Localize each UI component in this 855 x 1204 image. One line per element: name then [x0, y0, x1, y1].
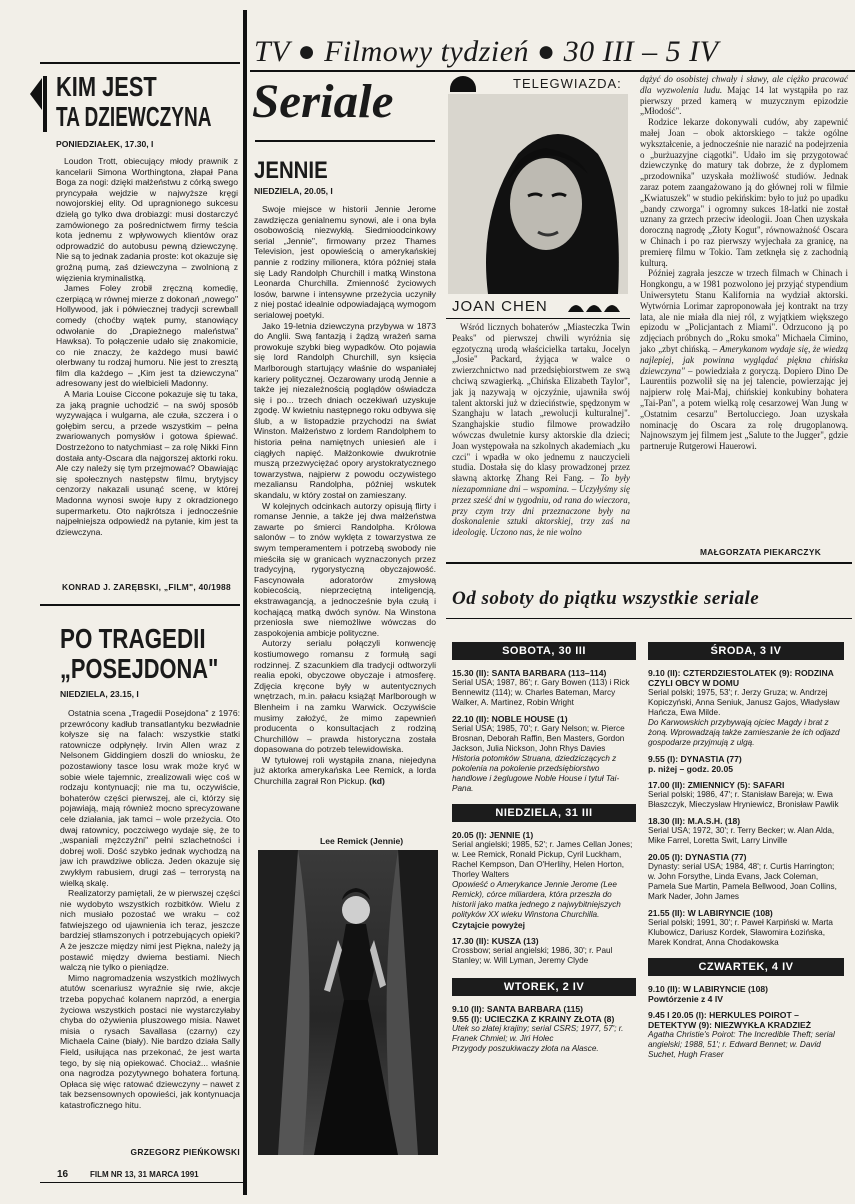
po-p3: Mimo nagromadzenia wszystkich możliwych atutów scenariusz wyraźnie się rwie, akcje trzeba popychać kolanem naprzód, a energia życiowa wszystkich postaci nie wystarczyłaby chyba do ożywienia pluszowego misia. Nawet misia o rysach Savallasa (czarny) czy Michaela Caine (biały). Nie bardzo działa Sally Field, usiłująca nas przekonać, że jest warta tego, by się nią opiekować. Chociaż... właśnie ona nagrodza pozytywnego bohatera fortuną. Opłaca się więc ratować dziewczyny – nawet z tak bezsensownych opowieści, jak kontynuacja katastroficznego hitu. [60, 972, 240, 1110]
po-title-line1: PO TRAGEDII [60, 623, 206, 654]
kim-p2: James Foley zrobił zręczną komedię, czerpiącą w równej mierze z dokonań „nowego" Hollywood, jak i półwiecznej tradycji screwball comedy (choćby wątek pumy, stanowiący odwołanie do „Drapieżnego maleństwa" Hawksa). To połączenie udało się znakomicie, co nie znaczy, że każdego musi bawić olerbwany tu rodzaj humoru. Nie jest to zresztą film dla każdego – „Kim jest ta dziewczyna" adresowany jest do wielbicieli Madonny. [56, 283, 238, 389]
tele-p3: Rodzice lekarze dokonywali cudów, aby zapewnić małej Joan – obok aktorskiego – także ogólne wykształcenie, a jednocześnie nie narazić na podejrzenia o „burżuazyjne ciągotki". Udało im się przygotować dziewczynkę do matury tak dobrze, że z dyplomem „przodownika" uzyskała możliwość studiów. Jednak zaraz potem zaangażowano ją do głównej roli w filmie „Kwiatuszek" w studio pekińskim: było to już po upadku „bandy czworga" i ogromny sukces 18-latki nie został uznany za grzech przeciw ideologii. Joan Chen uzyskała doroczną nagrodę „Złoty Kogut", równoważność Oscara w Chinach i po raz pierwszy wyjechała za granicę, na premierę filmu w Tokio. Tam zetknęła się z zachodnią kulturą. [640, 117, 848, 268]
entry-details: Serial USA; 1985, 70'; r. Gary Nelson; w. Pierce Brosnan, Deborah Raffin, Ben Masters, Gordon Jackson, Julia Nickson, John Rhys Davies [452, 724, 625, 753]
po-title-line2: „POSEJDONA" [60, 653, 219, 684]
tele-p4b: – powiedziała z goryczą. Dopiero Dino De Laurentiis pozwolił się na jej talencie, powierzając jej najpierw rolę Mai-Maj, chińskiej konkubiny bohatera „Tai-Pan", a potem wielką rolę cesarzowej Wan Jung w „Ostatnim cesarzu" Bertolucciego. Joan uzyskała nominację do Oscara za rolę drugoplanową. Najnowszym jej filmem jest „Salute to the Jugger", gdzie partneruje Rutgerowi Hauerowi. [640, 365, 848, 452]
entry-extra: Czytajcie powyżej [452, 920, 526, 930]
schedule-entry [648, 668, 844, 748]
entry-details: Agatha Christie's Poirot: The Incredible Theft; serial angielski; 1988, 51'; r. Edward Bennet; w. David Suchet, Hugh Fraser [648, 1030, 835, 1059]
po-time: NIEDZIELA, 23.15, I [60, 689, 139, 699]
telegwiazda-label: TELEGWIAZDA: [513, 76, 622, 91]
tele-p4a: Później zagrała jeszcze w trzech filmach w Chinach i Hongkongu, a w 1981 pozwolono jej przyjąć stypendium Uniwersytetu Stanu Kalifornia na wydział aktorski. Wytwórnia Lorimar zaproponowała jej kontrakt na trzy lata, ale nie miała dla niej ról, z wyjątkiem większego epizodu w „Policjantach z Miami". Odrzucono ją po zdjęciach próbnych do „Roku smoka" Michaela Cimino, jako „zbyt chińską. [640, 268, 848, 354]
telegwiazda-body-left [452, 322, 630, 538]
kim-title-line2: TA DZIEWCZYNA [56, 101, 212, 132]
tele-p2-text: Mając 14 lat wystąpiła po raz pierwszy przed kamerą w muzycznym epizodzie „Młodość". [640, 84, 849, 117]
entry-details: Serial USA; 1972, 30'; r. Terry Becker; w. Alan Alda, Mike Farrel, Loretta Swit, Larry Linville [648, 826, 835, 845]
po-p1: Ostatnia scena „Tragedii Posejdona" z 1976: przewrócony kadłub transatlantyku bezwładnie kołysze się na falach: wszystkie statki ratownicze odpłynęły. Irvin Allen wraz z Nelsonem Giddingiem doszli do wniosku, że pozostawiony tasce losu wrak może kryć w sobie wiele tajemnic, zrealizowali więc coś w rodzaju kontynuacji; nie ma tu, oczywiście, bohaterów części pierwszej, ale ci, którzy się pojawiają, mają również mocno sprecyzowane cele działania, jak tamci – wole przeżycia. Oto dwaj ratownicy, poczciwego wydaje się, że to „wspaniali mężczyźni" pełni szlachetności i dobrej woli. Dość szybko jednak wychodzą na jaw ich prawdziwe oblicza. Jeden okazuje się zwykłym rabusiem, drugi zaś – terrorystą na wielką skalę. [60, 708, 240, 888]
entry-title: 21.55 (II): W LABIRYNCIE (108) [648, 908, 773, 918]
entry-title: 9.10 (II): W LABIRYNCIE (108) [648, 984, 769, 994]
kim-author: KONRAD J. ZARĘBSKI, „FILM", 40/1988 [62, 582, 231, 592]
entry-details: p. niżej – godz. 20.05 [648, 764, 734, 774]
joan-chen-name: JOAN CHEN [452, 298, 548, 315]
header-rule [250, 70, 855, 72]
entry-title: 17.00 (II): ZMIENNICY (5): SAFARI [648, 780, 785, 790]
po-p2: Realizatorzy pamiętali, że w pierwszej części nie wydobyto wszystkich rozbitków. Wielu z nich musiało pozostać we wraku – coż fatwiejszego od ujawnienia ich teraz, jeszcze bardziej stłamszonych i potrzebujących opieki? A że jeszcze między nimi jest Piękna, należy ją postawić między dwiema bestiami. Niech walczą nie tylko o pieniądze. [60, 888, 240, 973]
kim-top-rule [40, 62, 240, 64]
entry-note: Opowieść o Amerykance Jennie Jerome (Lee Remick), córce miliardera, która przeszła do historii jako matka jednego z najwybitniejszych polityków XX wieku Winstona Churchilla. [452, 880, 621, 919]
tele-p4-quote: – Amerykanom wydaje się, że wiedzą najlepiej, jak powinna wyglądać piękna chińska dziewczyna" [640, 343, 848, 376]
schedule-entry [648, 754, 844, 774]
telegwiazda-author: MAŁGORZATA PIEKARCZYK [700, 547, 822, 557]
po-author: GRZEGORZ PIEŃKOWSKI [130, 1147, 240, 1157]
footer-rule [40, 1182, 244, 1183]
schedule-entry [452, 1014, 636, 1054]
day-header-sroda: ŚRODA, 3 IV [648, 642, 844, 660]
day-header-sobota: SOBOTA, 30 III [452, 642, 636, 660]
jennie-p5 [254, 755, 436, 787]
day-header-niedziela: NIEDZIELA, 31 III [452, 804, 636, 822]
seriale-underline [255, 140, 435, 142]
schedule-entry [648, 984, 844, 1004]
entry-details: Serial polski; 1991, 30'; r. Paweł Karpiński w. Marta Klubowicz, Dariusz Kordek, Sławomira Łozińska, Marek Kondrat, Anna Chodakowska [648, 918, 833, 947]
telegwiazda-body-right [640, 74, 848, 452]
column-divider-left [243, 10, 247, 1195]
issue-info: FILM NR 13, 31 MARCA 1991 [90, 1170, 199, 1179]
entry-note: Przygody poszukiwaczy złota na Alasce. [452, 1044, 599, 1053]
kim-body [56, 156, 238, 537]
schedule-entry [452, 1004, 636, 1014]
jennie-p5-text: W tytułowej roli wystąpiła znana, niejedyna już aktorka amerykańska Lee Remick, a lorda Churchilla zagrał Ron Pickup. [254, 754, 436, 787]
entry-title: 22.10 (II): NOBLE HOUSE (1) [452, 714, 568, 724]
schedule-entry [648, 816, 844, 846]
schedule-entry [648, 780, 844, 810]
day-header-czwartek: CZWARTEK, 4 IV [648, 958, 844, 976]
jennie-p3: W kolejnych odcinkach autorzy opisują flirty i romanse Jennie, a także jej dwa małżeństwa zawarte po śmierci Randolpha. Królowa salonów – to znów wyklęta z towarzystwa ze swym temperamentem i potrzebą swobody nie mieściła się w granicach wyznaczonych przez tradycyjną, rygorystyczną obyczajowość. Fascynowała adoratorów zmysłową kobiecością, nieprzeciętną inteligencją, ekstrawagancją, a jednocześnie była czułą i kochającą matką dwóch synów. Na Winstona przeniosła swe niemożliwe wówczas do zaspokojenia ambicje polityczne. [254, 500, 436, 638]
entry-details: Dynasty: serial USA; 1984, 48'; r. Curtis Harrington; w. John Forsythe, Linda Evans, Jack Coleman, Pamela Sue Martin, Pamela Bellwood, Joan Collins, Mark Nader, John James [648, 862, 837, 901]
page-number: 16 [57, 1169, 69, 1180]
entry-details: Serial angielski; 1985, 52'; r. James Cellan Jones; w. Lee Remick, Ronald Pickup, Cyril Luckham, Rachel Kempson, Dan O'Herlihy, Helen Horton, Thorley Walters [452, 840, 633, 879]
jennie-title: JENNIE [254, 157, 328, 184]
joan-chen-portrait [448, 94, 628, 294]
tele-p2-quote: dążyć do osobistej chwały i sławy, ale ciężko pracować dla wyzwolenia ludu. [640, 74, 848, 95]
entry-title: 20.05 (I): DYNASTIA (77) [648, 852, 747, 862]
schedule-day-czwartek [648, 958, 844, 1060]
entry-title: 18.30 (II): M.A.S.H. (18) [648, 816, 741, 826]
joan-chen-photo [448, 94, 628, 294]
kim-p3: A Maria Louise Ciccone pokazuje się tu taka, za jaką pragnie uchodzić – na swój sposób wyzywająca i wulgarna, ale czuła, szczera i o gołębim sercu, a przede wszystkim – pełna zwariowanych pomysłów i gotowa śpiewać. Dostrzeżono to natychmiast – za rolę Nikki Finn dostała anty-Oscara dla najgorszej aktorki roku. Ale czy należy się tym przejmować? Obawiając się społecznych następstw filmu, brytyjscy cenzorzy nakazali usunąć scenę, w której Madonna wynosi swoje łupy z okradzionego supermarketu. Oto najkrótsza i jednocześnie najpełniejsza odpowiedź na pytanie, kim jest ta dziewczyna. [56, 389, 238, 537]
schedule-day-wtorek [452, 978, 636, 1054]
tele-p2 [640, 74, 848, 117]
entry-note: Do Karwowskich przybywają ojciec Magdy i brat z żoną. Wprowadzają także zamieszanie że ich odjazd gospodarze przyjmują z ulgą. [648, 718, 840, 747]
entry-title: 15.30 (II): SANTA BARBARA (113–114) [452, 668, 607, 678]
schedule-top-rule [446, 562, 852, 564]
entry-title: 17.30 (II): KUSZA (13) [452, 936, 539, 946]
schedule-title: Od soboty do piątku wszystkie seriale [452, 588, 760, 609]
seriale-logo: Seriale [252, 75, 394, 128]
tv-logo-icon-small-svg [566, 298, 622, 312]
jennie-p4: Autorzy serialu połączyli konwencję kostiumowego romansu z formułą sagi rodzinnej. Z szacunkiem dla tradycji odtworzyli realia epoki, obyczowe obyczaje i atmosferę. Zdjęcia kręcone były w autentycznych wnętrzach, m.in. pałacu książąt Marlborough w Blenheim i na zamku Warwick. Oczywiście musimy założyć, że mimo zapewnień producenta o konsultacjach z rodziną Churchillów – prawda historyczna została dopasowana do potrzeb telewidowiska. [254, 638, 436, 755]
schedule-right [648, 642, 844, 1066]
page-header-title: TV ● Filmowy tydzień ● 30 III – 5 IV [254, 35, 719, 68]
lee-remick-figure [258, 850, 438, 1155]
entry-title: 9.45 I 20.05 (I): HERKULES POIROT – DETEKTYW (9): NIEZWYKŁA KRADZIEŻ [648, 1010, 811, 1030]
entry-details: Utek so złatej krajiny; serial CSRS; 1977, 57'; r. Franek Chmiel; w. Jiri Holec [452, 1024, 624, 1043]
schedule-left [452, 642, 636, 1060]
entry-note: Historia potomków Struana, dziedziczących z pokolenia na pokolenie przedsiębiorstwo handlowe i żeglugowe Noble House i tytuł Tai-Pana. [452, 754, 620, 793]
jennie-time: NIEDZIELA, 20.05, I [254, 186, 333, 196]
entry-details: Serial polski; 1975, 53'; r. Jerzy Gruza; w. Andrzej Kopiczyński, Anna Seniuk, Janusz Gajos, Władysław Hańcza, Ewa Milde. [648, 688, 840, 717]
entry-title: 9.10 (II): CZTERDZIESTOLATEK (9): RODZINA CZYLI OBCY W DOMU [648, 668, 834, 688]
entry-title: 9.55 (I): DYNASTIA (77) [648, 754, 742, 764]
schedule-entry [452, 714, 636, 794]
schedule-day-niedziela [452, 804, 636, 966]
kim-p1: Loudon Trott, obiecujący młody prawnik z kancelarii Simona Worthingtona, złapał Pana Boga za nogi: dzięki małżeństwu z córką swego pryncypała wejdzie w najwyższe kręgi nowojorskiej elity. Od upragnionego sukcesu dzielą go tylko dwa drobiazgi: musi dostarczyć zamówionego za pośrednictwem firmy teścia kota jednemu z wpływowych klientów oraz odprowadzić do autobusu pewną dziewczynę. Nie są to jednak zadania proste: kot okazuje się groźną pumą, zaś dziewczyna – zwolnioną z więzienia kryminalistką. [56, 156, 239, 283]
entry-details: Powtórzenie z 4 IV [648, 994, 723, 1004]
entry-details: Serial USA; 1987, 86'; r. Gary Bowen (113) i Rick Bennewitz (114); w. Charles Bateman, Marcy Walker, A. Martinez, Robin Wright [452, 678, 630, 707]
photo-caption-lee-remick: Lee Remick (Jennie) [320, 836, 404, 846]
telegwiazda-rule [446, 318, 630, 319]
schedule-entry [452, 668, 636, 708]
tele-p1 [452, 322, 630, 538]
tv-logo-icon-small [566, 298, 622, 312]
kim-bottom-rule [40, 604, 240, 606]
schedule-entry [648, 1010, 844, 1060]
entry-details: Crossbow; serial angielski; 1986, 30'; r. Paul Stanley; w. Will Lyman, Jeremy Clyde [452, 946, 613, 965]
schedule-day-sroda [648, 642, 844, 948]
jennie-p1: Swoje miejsce w historii Jennie Jerome zawdzięcza genialnemu synowi, ale i ona była osobowością niezwykłą. Siedmioodcinkowy serial „Jennie", firmowany przez Thames Television, jest opowieścią o amerykańskiej pannie z rodziny milionera, która później stała się Lady Randolph Churchill i matką Winstona Leonarda Churchilla. Zmienność życiowych losów, barwne i intensywne przeżycia uczyniły z niej postać idealnie odpowiadającą wymogom serialowej poetyki. [254, 204, 436, 320]
tele-p4 [640, 268, 848, 452]
kim-time: PONIEDZIAŁEK, 17.30, I [56, 139, 154, 149]
jennie-sign: (kd) [369, 776, 385, 787]
entry-details: Serial polski; 1986, 47'; r. Stanisław Bareja; w. Ewa Błaszczyk, Mieczysław Hryniewicz, Bronisław Pawlik [648, 790, 839, 809]
tele-p1-text: Wśród licznych bohaterów „Miasteczka Twin Peaks" od pierwszej chwili wyróżnia się egzotyczną urodą właścicielka tartaku, Jocelyn „Josie" Packard, żyjąca w walce o zwierzchnictwo nad przedsiębiorstwem ze swą chciwą szwagierką. „Chińska Elizabeth Taylor", jak ją nazywają w ojczyźnie, ujawniła swój talent aktorski już w dzieciństwie, spędzonym w Szanghaju w latach „rewolucji kulturalnej". Szanghajskie studio filmowe prowadziło wówczas dwuletnie kursy aktorskie dla dzieci; Joan występowała na szkolnych akademiach „ku czci" i wpadła w oko jednemu z nauczycieli studia. Dostała się do klasy prowadzonej przez sławną aktorkę Zhang Rei Fang. [452, 322, 630, 484]
lee-remick-photo [258, 850, 438, 1155]
arrow-left-icon [30, 78, 42, 110]
schedule-entry [648, 908, 844, 948]
jennie-body [254, 204, 436, 787]
kim-title-bar [43, 76, 47, 132]
schedule-entry [648, 852, 844, 902]
entry-title: 20.05 (I): JENNIE (1) [452, 830, 534, 840]
schedule-entry [452, 830, 636, 930]
kim-title-line1: KIM JEST [56, 71, 157, 102]
tele-p1-quote: – To były niezapomniane dni – wspomina. – Uczyłyśmy się przez sześć dni w tygodniu, od rana do wieczora, przy czym trzy dni przeznaczone były na doskonalenie sztuki aktorskiej, trzy zaś na ideologię. Uczono nas, że nie wolno [452, 473, 630, 538]
schedule-day-sobota [452, 642, 636, 794]
po-body [60, 708, 240, 1111]
entry-title: 9.55 (I): UCIECZKA Z KRAINY ZŁOTA (8) [452, 1014, 615, 1024]
day-header-wtorek: WTOREK, 2 IV [452, 978, 636, 996]
schedule-title-rule [446, 618, 852, 619]
schedule-entry [452, 936, 636, 966]
entry-title: 9.10 (II): SANTA BARBARA (115) [452, 1004, 583, 1014]
tv-logo-icon [450, 76, 476, 92]
jennie-p2: Jako 19-letnia dziewczyna przybywa w 1873 do Anglii. Swą fantazją i żądzą wrażeń sama prowokuje szybki bieg wypadków. Oto pojawia się lord Randolph Churchill, syn księcia Marlborough startujący właśnie do wspaniałej kariery politycznej. Oczarowany urodą Jennie a także jej niezależnością poglądów oświadcza się i po... trzech dniach oczekiwań uzyskuje zgodę. W kwietniu następnego roku odbywa się ślub, a w listopadzie przychodzi na świat Winston. Małżeństwo z lordem Randolphem to historia pełna namiętnych uniesień ale i ciągłych napięć. Małżonkowie dwukrotnie muszą przezwyciężać opory arystokratycznego towarzystwa, najpierw z powodu oczywistego mezaliansu Randolpha, później wskutek skandalu, w który został on zamieszany. [254, 320, 436, 501]
